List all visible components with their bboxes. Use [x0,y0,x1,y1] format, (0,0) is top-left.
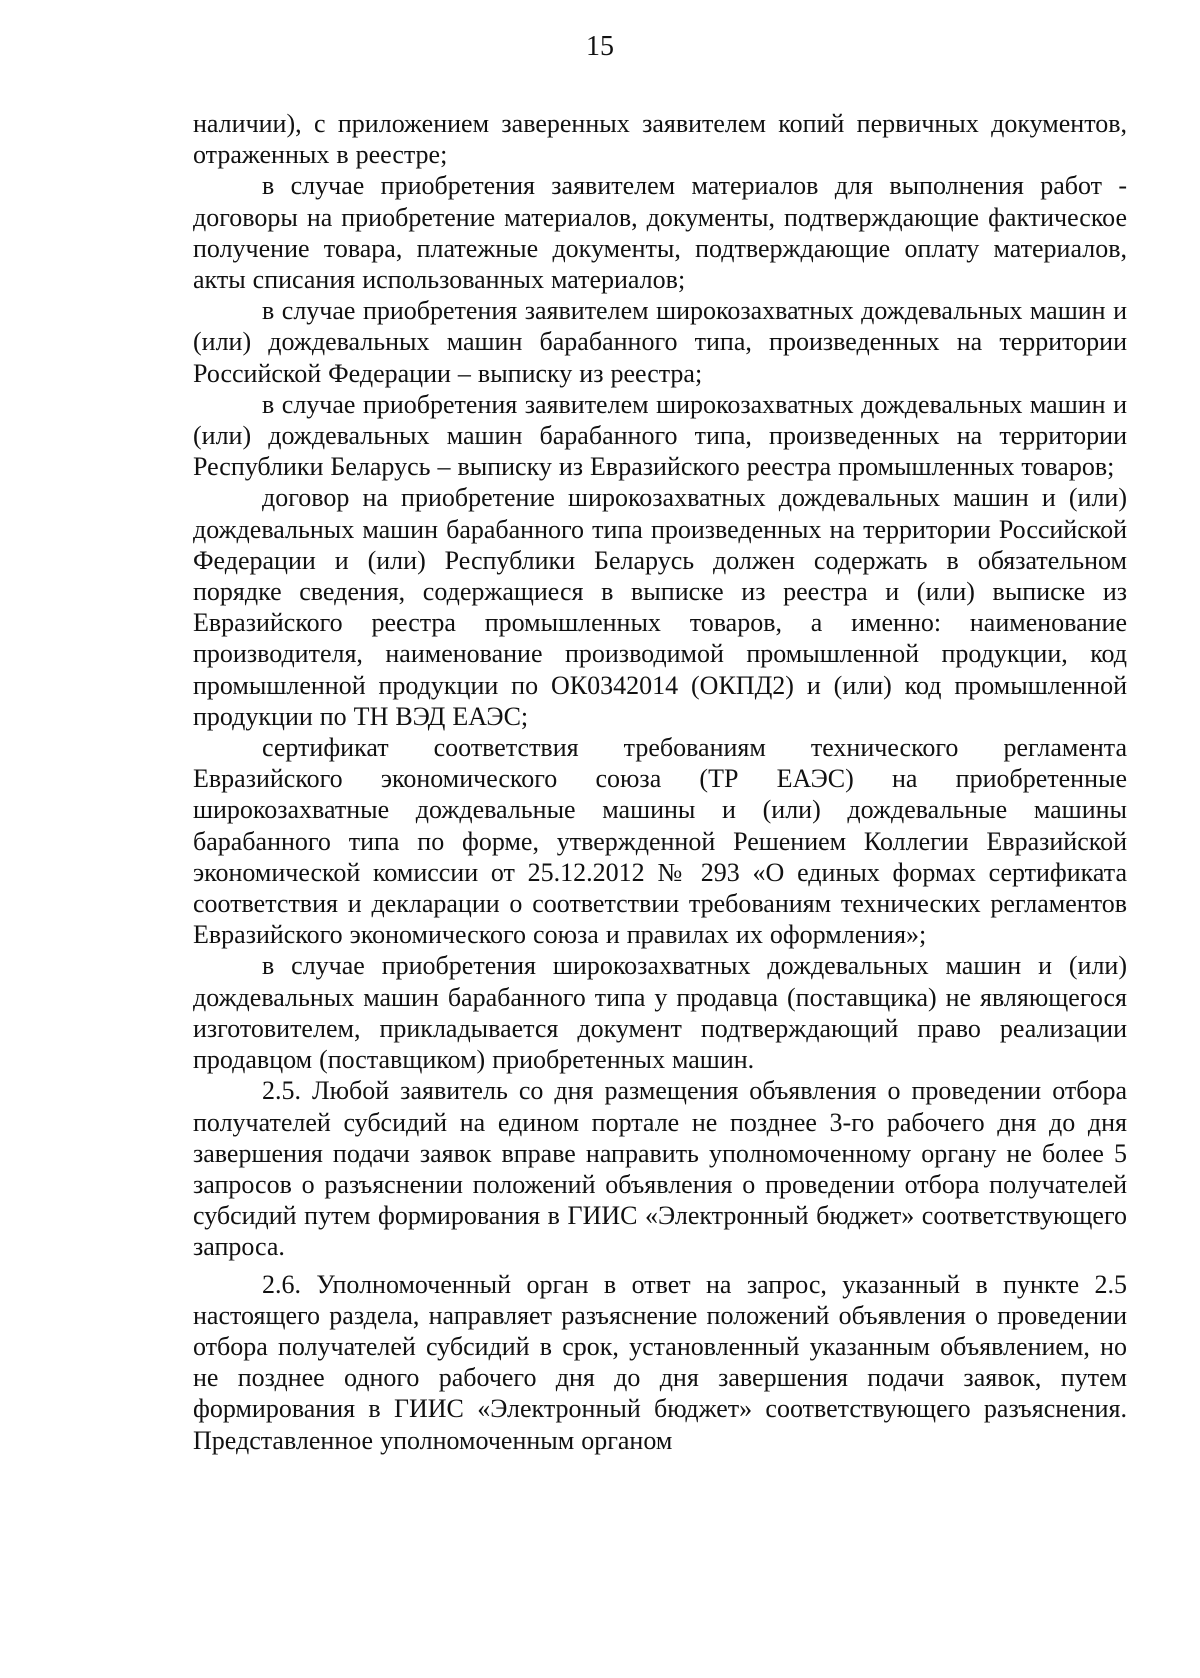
paragraph-2-6: 2.6. Уполномоченный орган в ответ на запрос, указанный в пункте 2.5 настоящего раздела, направляет разъяснение положений объявления о проведении отбора получателей субсидий в срок, установленный указанным объявлением, но не позднее одного рабочего дня до дня завершения подачи заявок, путем формирования в ГИИС «Электронный бюджет» соответствующего разъяснения. Представленное уполномоченным органом [193,1269,1127,1455]
page-number: 15 [586,31,614,62]
paragraph-russia-registry: в случае приобретения заявителем широкозахватных дождевальных машин и (или) дождевальных машин барабанного типа, произведенных на территории Российской Федерации – выписку из реестра; [193,296,1127,388]
document-body [193,108,1127,1456]
paragraph-continuation: наличии), с приложением заверенных заявителем копий первичных документов, отраженных в реестре; [193,109,1127,170]
paragraph-seller: в случае приобретения широкозахватных дождевальных машин и (или) дождевальных машин барабанного типа у продавца (поставщика) не являющегося изготовителем, прикладывается документ подтверждающий право реализации продавцом (поставщиком) приобретенных машин. [193,951,1127,1075]
paragraph-belarus-registry: в случае приобретения заявителем широкозахватных дождевальных машин и (или) дождевальных машин барабанного типа, произведенных на территории Республики Беларусь – выписку из Евразийского реестра промышленных товаров; [193,389,1127,482]
paragraph-materials: в случае приобретения заявителем материалов для выполнения работ - договоры на приобретение материалов, документы, подтверждающие фактическое получение товара, платежные документы, подтверждающие оплату материалов, акты списания использованных материалов; [193,171,1127,295]
paragraph-2-5: 2.5. Любой заявитель со дня размещения объявления о проведении отбора получателей субсидий на едином портале не позднее 3-го рабочего дня до дня завершения подачи заявок вправе направить уполномоченному органу не более 5 запросов о разъяснении положений объявления о проведении отбора получателей субсидий путем формирования в ГИИС «Электронный бюджет» соответствующего запроса. [193,1076,1127,1262]
paragraph-contract: договор на приобретение широкозахватных дождевальных машин и (или) дождевальных машин барабанного типа произведенных на территории Российской Федерации и (или) Республики Беларусь должен содержать в обязательном порядке сведения, содержащиеся в выписке из реестра и (или) выписке из Евразийского реестра промышленных товаров, а именно: наименование производителя, наименование производимой промышленной продукции, код промышленной продукции по ОК0342014 (ОКПД2) и (или) код промышленной продукции по ТН ВЭД ЕАЭС; [193,483,1127,731]
paragraph-certificate: сертификат соответствия требованиям технического регламента Евразийского экономического союза (ТР ЕАЭС) на приобретенные широкозахватные дождевальные машины и (или) дождевальные машины барабанного типа по форме, утвержденной Решением Коллегии Евразийской экономической комиссии от 25.12.2012 № 293 «О единых формах сертификата соответствия и декларации о соответствии требованиям технических регламентов Евразийского экономического союза и правилах их оформления»; [193,733,1127,950]
